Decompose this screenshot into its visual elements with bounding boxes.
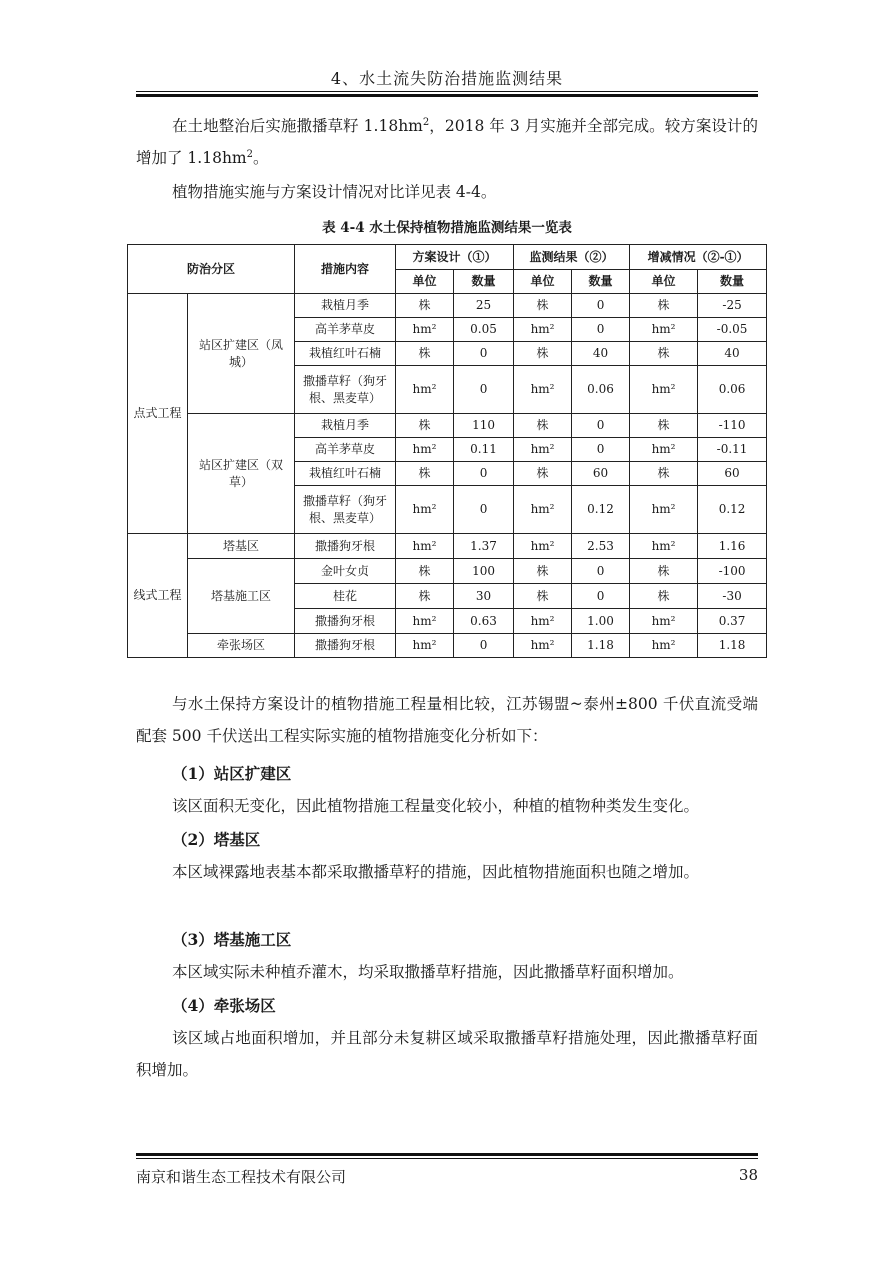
cell: hm² xyxy=(396,318,454,342)
cell: 0.05 xyxy=(454,318,514,342)
intro-paragraph xyxy=(136,110,758,174)
cell: hm² xyxy=(514,438,572,462)
cell: 0 xyxy=(572,294,630,318)
cell: 0.06 xyxy=(572,366,630,414)
cell: hm² xyxy=(630,486,698,534)
cell: 100 xyxy=(454,559,514,584)
group-point: 点式工程 xyxy=(128,294,188,534)
cell: 撒播狗牙根 xyxy=(295,609,396,634)
table-row xyxy=(128,559,767,584)
heading-station: （1）站区扩建区 xyxy=(172,764,292,783)
cell: 1.37 xyxy=(454,534,514,559)
cell: hm² xyxy=(514,609,572,634)
table-row xyxy=(128,634,767,658)
cell: 60 xyxy=(572,462,630,486)
cell: 高羊茅草皮 xyxy=(295,438,396,462)
cell: 40 xyxy=(572,342,630,366)
cell: 0 xyxy=(454,634,514,658)
text-tower-construction: 本区域实际未种植乔灌木，均采取撒播草籽措施，因此撒播草籽面积增加。 xyxy=(172,963,684,981)
header-qty: 数量 xyxy=(698,270,767,294)
cell: 栽植红叶石楠 xyxy=(295,462,396,486)
cell: hm² xyxy=(630,534,698,559)
header-monitor: 监测结果（②） xyxy=(514,245,630,270)
cell: 0.37 xyxy=(698,609,767,634)
heading-tower-base: （2）塔基区 xyxy=(172,830,261,849)
cell: 桂花 xyxy=(295,584,396,609)
footer-company: 南京和谐生态工程技术有限公司 xyxy=(136,1168,347,1186)
header-plan: 方案设计（①） xyxy=(396,245,514,270)
cell: hm² xyxy=(396,634,454,658)
cell: 撒播草籽（狗牙根、黑麦草） xyxy=(295,486,396,534)
cell: 株 xyxy=(630,584,698,609)
text-tower-base: 本区域裸露地表基本都采取撒播草籽的措施，因此植物措施面积也随之增加。 xyxy=(172,863,700,881)
cell: hm² xyxy=(630,609,698,634)
cell: hm² xyxy=(396,486,454,534)
text-tension-field: 该区域占地面积增加，并且部分未复耕区域采取撒播草籽措施处理，因此撒播草籽面积增加。 xyxy=(136,1029,758,1079)
cell: hm² xyxy=(514,634,572,658)
cell: 株 xyxy=(514,414,572,438)
cell: 株 xyxy=(630,414,698,438)
text-station: 该区面积无变化，因此植物措施工程量变化较小，种植的植物种类发生变化。 xyxy=(172,797,700,815)
cell: 株 xyxy=(514,294,572,318)
header-change: 增减情况（②-①） xyxy=(630,245,767,270)
header-unit: 单位 xyxy=(514,270,572,294)
cell: hm² xyxy=(514,486,572,534)
cell: 25 xyxy=(454,294,514,318)
cell: hm² xyxy=(514,366,572,414)
page-number: 38 xyxy=(738,1166,758,1184)
footer-rule-thin xyxy=(136,1158,758,1159)
cell: 株 xyxy=(630,559,698,584)
footer-rule-thick xyxy=(136,1153,758,1156)
header-rule-thick xyxy=(136,94,758,97)
cell: 0 xyxy=(572,318,630,342)
cell: 1.16 xyxy=(698,534,767,559)
table-row xyxy=(128,414,767,438)
cell: -100 xyxy=(698,559,767,584)
cell: 0 xyxy=(454,462,514,486)
cell: 株 xyxy=(396,462,454,486)
cell: 株 xyxy=(396,414,454,438)
cell: 栽植月季 xyxy=(295,294,396,318)
intro-text-c: 。 xyxy=(253,149,269,167)
cell: 0.06 xyxy=(698,366,767,414)
cell: hm² xyxy=(396,366,454,414)
cell: 株 xyxy=(514,462,572,486)
cell: 株 xyxy=(396,294,454,318)
cell: 2.53 xyxy=(572,534,630,559)
cell: -30 xyxy=(698,584,767,609)
cell: -0.11 xyxy=(698,438,767,462)
cell: hm² xyxy=(396,438,454,462)
cell: 30 xyxy=(454,584,514,609)
cell: 0.11 xyxy=(454,438,514,462)
zone-tower-construction: 塔基施工区 xyxy=(188,559,295,634)
group-line: 线式工程 xyxy=(128,534,188,658)
plant-measures-table xyxy=(127,244,767,658)
header-qty: 数量 xyxy=(454,270,514,294)
cell: 株 xyxy=(630,462,698,486)
table-caption: 表 4-4 水土保持植物措施监测结果一览表 xyxy=(322,220,572,236)
cell: -0.05 xyxy=(698,318,767,342)
header-qty: 数量 xyxy=(572,270,630,294)
cell: hm² xyxy=(630,634,698,658)
superscript-2: 2 xyxy=(246,148,253,160)
cell: 株 xyxy=(630,294,698,318)
cell: 0.12 xyxy=(572,486,630,534)
cell: -110 xyxy=(698,414,767,438)
cell: 0 xyxy=(454,342,514,366)
cell: 40 xyxy=(698,342,767,366)
cell: 株 xyxy=(514,559,572,584)
cell: hm² xyxy=(514,534,572,559)
intro-text-a: 在土地整治后实施撒播草籽 1.18hm xyxy=(172,117,423,135)
cell: 1.00 xyxy=(572,609,630,634)
cell: 撒播狗牙根 xyxy=(295,534,396,559)
cell: 0 xyxy=(572,438,630,462)
header-content: 措施内容 xyxy=(295,245,396,294)
zone-tower-base: 塔基区 xyxy=(188,534,295,559)
header-zone: 防治分区 xyxy=(128,245,295,294)
zone-shuangcao: 站区扩建区（双草） xyxy=(188,414,295,534)
cell: 高羊茅草皮 xyxy=(295,318,396,342)
cell: 0.12 xyxy=(698,486,767,534)
cell: 株 xyxy=(396,342,454,366)
heading-tower-construction: （3）塔基施工区 xyxy=(172,930,292,949)
superscript-2: 2 xyxy=(422,116,430,128)
header-unit: 单位 xyxy=(630,270,698,294)
cell: 撒播狗牙根 xyxy=(295,634,396,658)
header-unit: 单位 xyxy=(396,270,454,294)
cell: 110 xyxy=(454,414,514,438)
cell: hm² xyxy=(396,609,454,634)
cell: 0 xyxy=(572,414,630,438)
cell: 撒播草籽（狗牙根、黑麦草） xyxy=(295,366,396,414)
cell: 株 xyxy=(514,584,572,609)
cell: hm² xyxy=(630,438,698,462)
cell: hm² xyxy=(630,318,698,342)
cell: hm² xyxy=(396,534,454,559)
heading-tension-field: （4）牵张场区 xyxy=(172,996,276,1015)
table-reference-paragraph: 植物措施实施与方案设计情况对比详见表 4-4。 xyxy=(172,183,497,201)
cell: 0 xyxy=(454,486,514,534)
cell: 0 xyxy=(572,559,630,584)
table-row xyxy=(128,294,767,318)
page-header-title: 4、水土流失防治措施监测结果 xyxy=(330,69,564,88)
cell: 株 xyxy=(630,342,698,366)
intro-text-b: ，2018 年 3 月实施并全部完成。较方案设计的增加了 1.18hm xyxy=(136,117,758,167)
cell: 1.18 xyxy=(698,634,767,658)
cell: 株 xyxy=(396,584,454,609)
cell: 60 xyxy=(698,462,767,486)
cell: 1.18 xyxy=(572,634,630,658)
cell: 栽植红叶石楠 xyxy=(295,342,396,366)
cell: hm² xyxy=(514,318,572,342)
cell: 株 xyxy=(514,342,572,366)
zone-fengcheng: 站区扩建区（凤城） xyxy=(188,294,295,414)
analysis-intro: 与水土保持方案设计的植物措施工程量相比较，江苏锡盟~泰州±800 千伏直流受端配套 500 千伏送出工程实际实施的植物措施变化分析如下： xyxy=(136,695,758,745)
cell: 金叶女贞 xyxy=(295,559,396,584)
cell: hm² xyxy=(630,366,698,414)
table-row xyxy=(128,534,767,559)
cell: 栽植月季 xyxy=(295,414,396,438)
header-rule-thin xyxy=(136,91,758,92)
cell: 0.63 xyxy=(454,609,514,634)
cell: 0 xyxy=(572,584,630,609)
cell: 株 xyxy=(396,559,454,584)
cell: -25 xyxy=(698,294,767,318)
zone-tension-field: 牵张场区 xyxy=(188,634,295,658)
cell: 0 xyxy=(454,366,514,414)
